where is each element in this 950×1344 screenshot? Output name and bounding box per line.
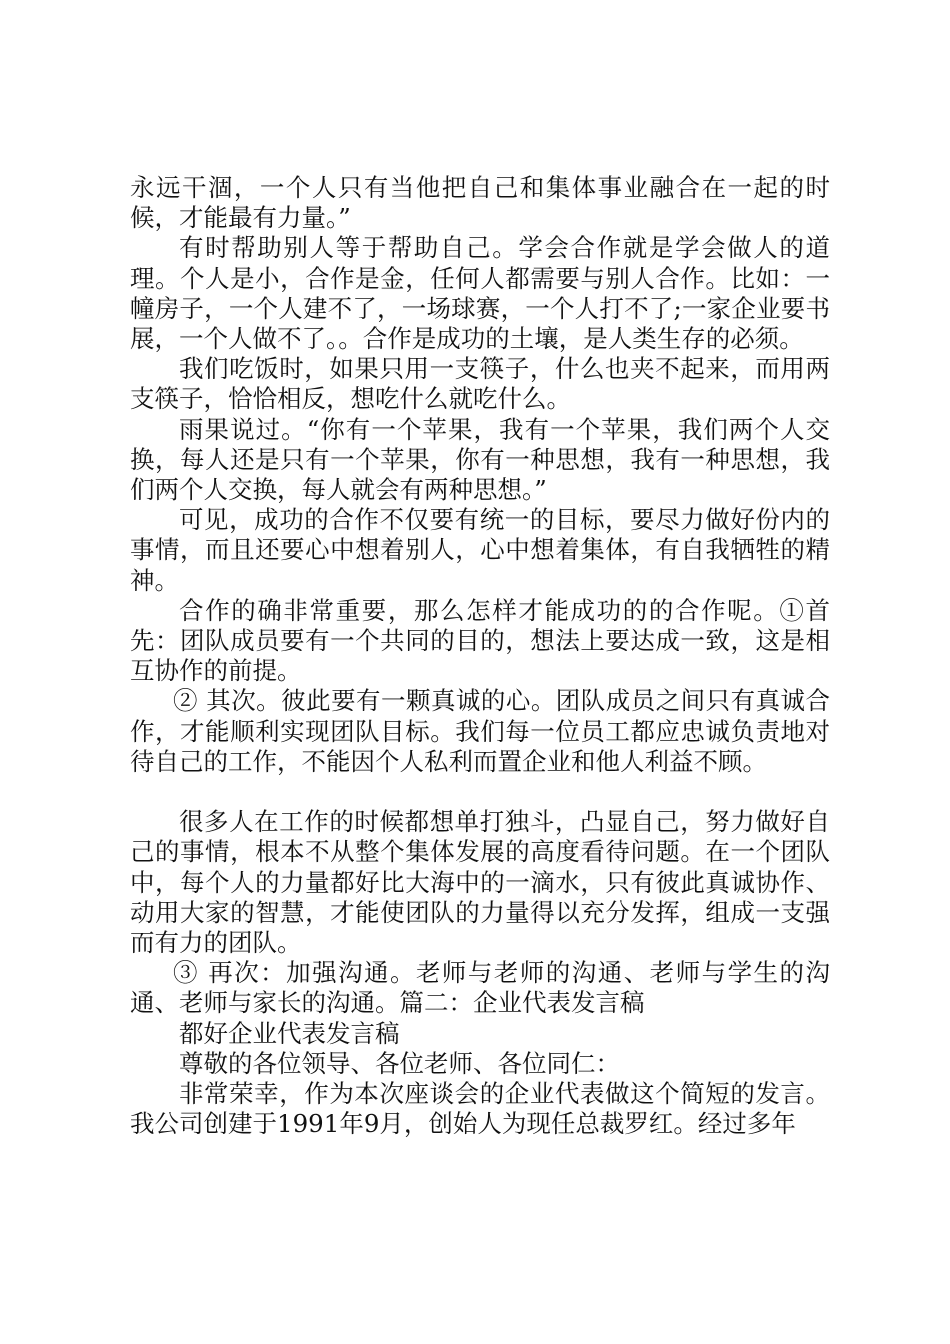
paragraph-7: ② 其次。彼此要有一颗真诚的心。团队成员之间只有真诚合作，才能顺利实现团队目标。我们每一位员工都应忠诚负责地对待自己的工作，不能因个人私利而置企业和他人利益不顾。 — [130, 686, 830, 776]
paragraph-4: 雨果说过。“你有一个苹果，我有一个苹果，我们两个人交换，每人还是只有一个苹果，你有一种思想，我有一种思想，我们两个人交换，每人就会有两种思想。” — [130, 414, 830, 505]
paragraph-1: 永远干涸，一个人只有当他把自己和集体事业融合在一起的时候，才能最有力量。” — [130, 173, 830, 233]
paragraph-12: 非常荣幸，作为本次座谈会的企业代表做这个简短的发言。我公司创建于1991年9月，创始人为现任总裁罗红。经过多年 — [130, 1079, 830, 1139]
paragraph-11: 尊敬的各位领导、各位老师、各位同仁： — [179, 1048, 620, 1078]
paragraph-6: 合作的确非常重要，那么怎样才能成功的的合作呢。①首先：团队成员要有一个共同的目的，想法上要达成一致，这是相互协作的前提。 — [130, 595, 830, 686]
paragraph-8: 很多人在工作的时候都想单打独斗，凸显自己，努力做好自己的事情，根本不从整个集体发展的高度看待问题。在一个团队中，每个人的力量都好比大海中的一滴水，只有彼此真诚协作、动用大家的智慧，才能使团队的力量得以充分发挥，组成一支强而有力的团队。 — [130, 807, 830, 958]
paragraph-2: 有时帮助别人等于帮助自己。学会合作就是学会做人的道理。个人是小，合作是金，任何人都需要与别人合作。比如：一幢房子，一个人建不了，一场球赛，一个人打不了;一家企业要书展，一个人做不了。。合作是成功的土壤，是人类生存的必须。 — [130, 233, 830, 354]
paragraph-5: 可见，成功的合作不仅要有统一的目标，要尽力做好份内的事情，而且还要心中想着别人，心中想着集体，有自我牺牲的精神。 — [130, 505, 830, 595]
paragraph-10: 都好企业代表发言稿 — [179, 1018, 400, 1048]
paragraph-3: 我们吃饭时，如果只用一支筷子，什么也夹不起来，而用两支筷子，恰恰相反，想吃什么就吃什么。 — [130, 354, 830, 414]
document-page — [130, 173, 830, 1139]
blank-line — [130, 777, 830, 807]
paragraph-9: ③ 再次：加强沟通。老师与老师的沟通、老师与学生的沟通、老师与家长的沟通。篇二：企业代表发言稿 — [130, 958, 830, 1018]
